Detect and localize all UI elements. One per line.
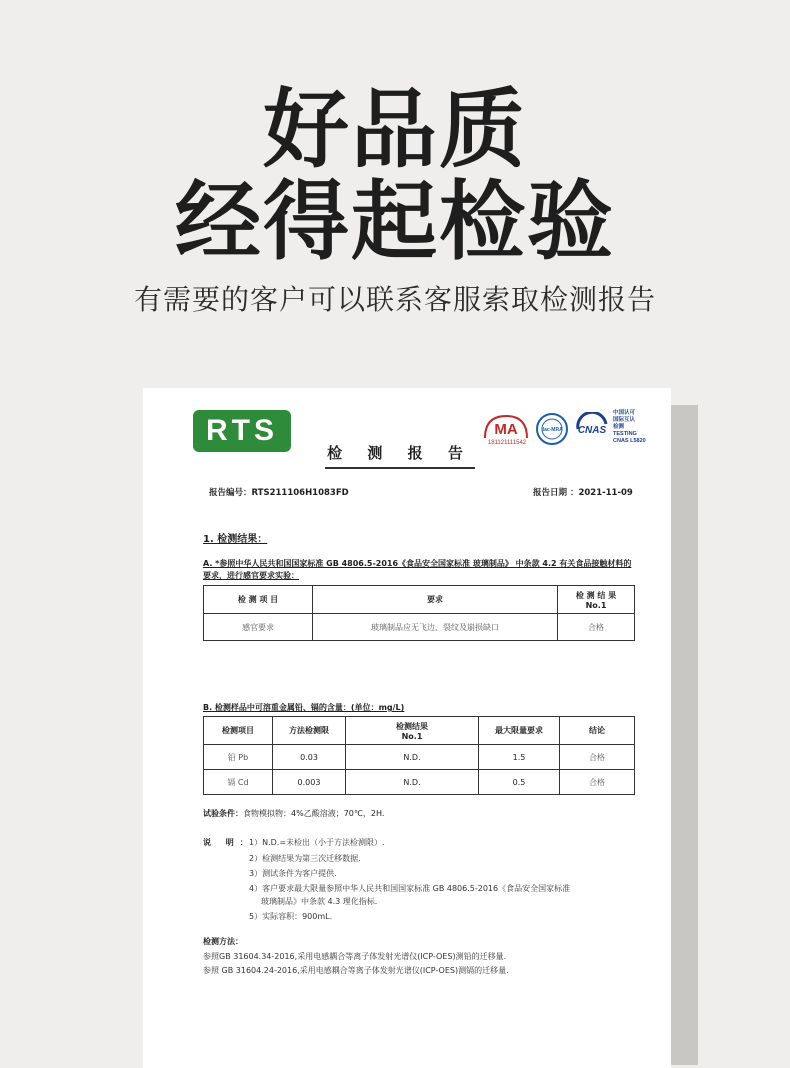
section-1-heading: 1. 检测结果： xyxy=(203,534,268,545)
method-label: 检测方法： xyxy=(203,937,243,946)
cnas-caption-line: 检测 xyxy=(613,424,625,430)
ilac-text: ilac-MRA xyxy=(541,427,563,433)
table-cell: 合格 xyxy=(560,770,635,795)
table-cell: 玻璃制品应无飞边、裂纹及崩损缺口 xyxy=(313,614,558,641)
report-number: 报告编号：RTS211106H1083FD xyxy=(209,488,349,498)
table-header-row xyxy=(204,717,635,745)
test-conditions-text: 食物模拟物：4%乙酸溶液；70℃，2H. xyxy=(243,809,385,818)
table-a xyxy=(203,585,635,641)
rts-logo-text: RTS xyxy=(206,414,278,447)
table-row xyxy=(204,745,635,770)
report-date: 报告日期 ：2021-11-09 xyxy=(533,488,633,498)
table-a-header-result-label: 检 测 结 果 xyxy=(575,590,617,600)
table-header-row xyxy=(204,586,635,614)
cnas-caption-line: 国际互认 xyxy=(613,417,636,423)
table-cell: N.D. xyxy=(346,745,479,770)
cnas-caption-line: 中国认可 xyxy=(613,410,636,416)
notes-label: 说 明： xyxy=(203,838,254,847)
note-item: 玻璃制品》中条款 4.3 理化指标. xyxy=(261,897,378,906)
headline-line-2: 经得起检验 xyxy=(175,172,615,272)
note-item: 4）客户要求最大限量参照中华人民共和国国家标准 GB 4806.5-2016《食品安全国家标准 xyxy=(249,884,571,893)
table-b-header-item: 检测项目 xyxy=(204,717,273,745)
ilac-mra-icon xyxy=(535,412,569,446)
table-a-header-item: 检 测 项 目 xyxy=(204,586,313,614)
table-a-header-result xyxy=(558,586,635,614)
cnas-logo-text: CNAS xyxy=(577,425,607,436)
table-b-header-result-sample: No.1 xyxy=(401,731,423,741)
test-conditions-label: 试验条件： xyxy=(203,809,243,818)
table-cell: 合格 xyxy=(558,614,635,641)
table-cell: N.D. xyxy=(346,770,479,795)
test-conditions xyxy=(203,808,384,819)
table-b-header-conclusion: 结论 xyxy=(560,717,635,745)
section-b-heading: B. 检测样品中可溶重金属铅、镉的含量：(单位：mg/L) xyxy=(203,703,405,712)
section-a-heading: A. *参照中华人民共和国国家标准 GB 4806.5-2016《食品安全国家标准 玻璃制品》 中条款 4.2 有关食品接触材料的要求，进行感官要求实验： xyxy=(203,559,632,580)
headline-line-1: 好品质 xyxy=(263,80,527,180)
method-item: 参照 GB 31604.24-2016,采用电感耦合等离子体发射光谱仪(ICP-OES)测镉的迁移量. xyxy=(203,966,509,975)
table-a-header-result-sample: No.1 xyxy=(585,600,607,610)
table-b-header-result-label: 检测结果 xyxy=(396,721,428,731)
table-b-header-max: 最大限量要求 xyxy=(479,717,560,745)
table-cell: 合格 xyxy=(560,745,635,770)
cnas-icon xyxy=(573,412,611,446)
report-title: 检 测 报 告 xyxy=(325,442,475,469)
test-report-document xyxy=(143,388,671,1068)
cnas-caption xyxy=(613,410,665,445)
table-cell: 1.5 xyxy=(479,745,560,770)
table-cell: 0.003 xyxy=(273,770,346,795)
cma-code: 181121111542 xyxy=(487,440,527,446)
cnas-caption-line: TESTING xyxy=(613,431,637,437)
cma-text: MA xyxy=(494,421,518,438)
note-item: 2）检测结果为第三次迁移数据. xyxy=(249,854,361,863)
method-item: 参照GB 31604.34-2016,采用电感耦合等离子体发射光谱仪(ICP-OES)测铅的迁移量. xyxy=(203,952,507,961)
headline-subtitle: 有需要的客户可以联系客服索取检测报告 xyxy=(133,283,656,316)
table-cell: 镉 Cd xyxy=(204,770,273,795)
table-b xyxy=(203,716,635,795)
table-cell: 感官要求 xyxy=(204,614,313,641)
table-b-header-limit: 方法检测限 xyxy=(273,717,346,745)
table-cell: 铅 Pb xyxy=(204,745,273,770)
rts-logo xyxy=(193,410,291,452)
table-a-header-requirement: 要求 xyxy=(313,586,558,614)
table-cell: 0.03 xyxy=(273,745,346,770)
table-b-header-result xyxy=(346,717,479,745)
table-row xyxy=(204,770,635,795)
table-row xyxy=(204,614,635,641)
note-item: 1）N.D.=未检出（小于方法检测限）. xyxy=(249,838,385,847)
table-cell: 0.5 xyxy=(479,770,560,795)
cnas-caption-line: CNAS L5820 xyxy=(613,438,646,444)
note-item: 3）测试条件为客户提供. xyxy=(249,869,337,878)
note-item: 5）实际容积：900mL. xyxy=(249,912,333,921)
